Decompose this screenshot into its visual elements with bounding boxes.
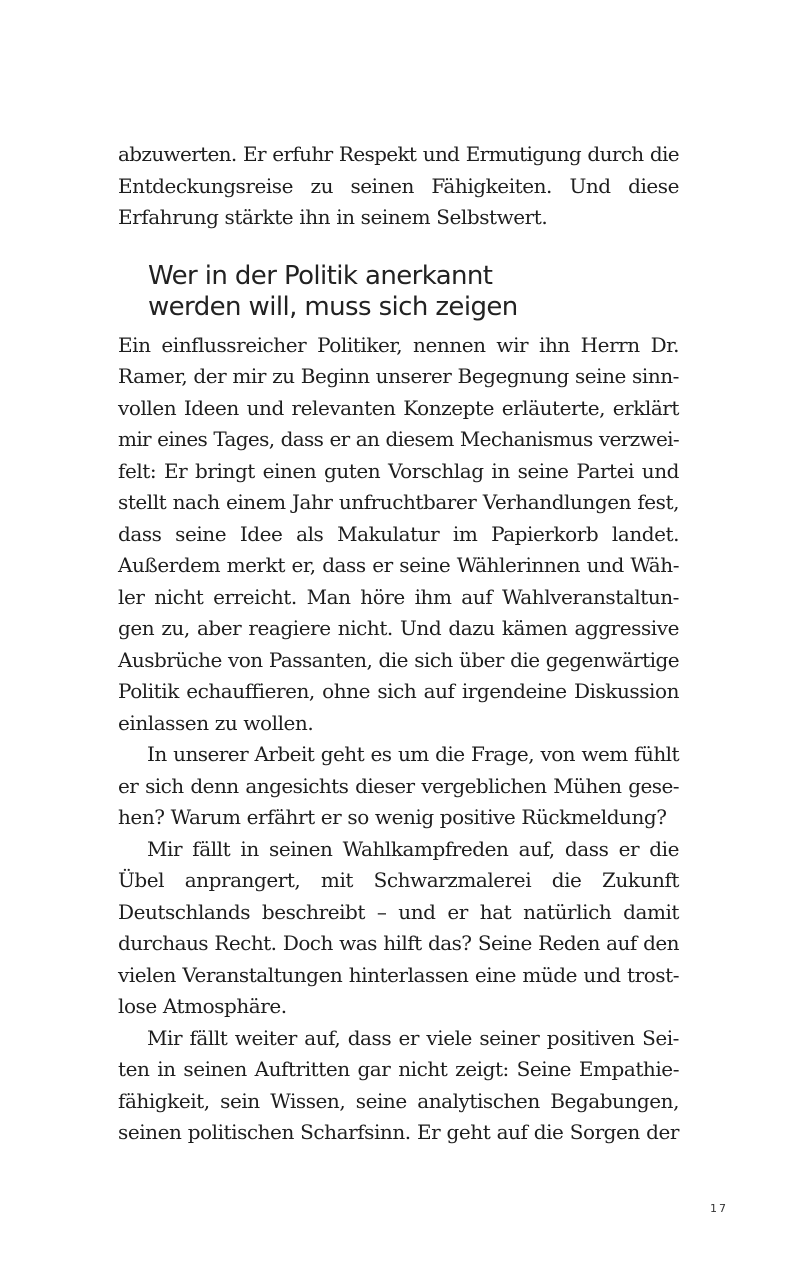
text-line: er sich denn angesichts dieser vergeblichen Mühen gese- [118,773,679,798]
text-line: einlassen zu wollen. [118,710,314,735]
text-line: vielen Veranstaltungen hinterlassen eine müde und trost- [118,962,679,987]
text-line: Übel anprangert, mit Schwarzmalerei die Zukunft [118,868,679,892]
text-line: In unserer Arbeit geht es um die Frage, von wem fühlt [147,742,679,766]
text-line: hen? Warum erfährt er so wenig positive Rückmeldung? [118,805,667,829]
paragraph-3 [118,834,679,1023]
text-line: Politik echauffieren, ohne sich auf irgendeine Diskussion [118,679,679,703]
text-line: ler nicht erreicht. Man höre ihm auf Wahlveranstaltun- [118,584,679,609]
text-line: lose Atmosphäre. [118,994,287,1018]
paragraph-1 [118,330,679,740]
text-line: durchaus Recht. Doch was hilft das? Seine Reden auf den [118,931,679,955]
section-heading-line: Wer in der Politik anerkannt [148,260,493,291]
paragraph-2 [118,739,679,834]
text-line: Deutschlands beschreibt – und er hat natürlich damit [118,899,679,924]
section-heading [148,261,679,323]
page-number: 17 [710,1202,728,1215]
text-line: Erfahrung stärkte ihn in seinem Selbstwert. [118,205,548,229]
text-line: fähigkeit, sein Wissen, seine analytischen Begabungen, [118,1088,679,1113]
text-line: felt: Er bringt einen guten Vorschlag in seine Partei und [118,458,679,483]
text-line: Ein einflussreicher Politiker, nennen wir ihn Herrn Dr. [118,332,679,357]
text-line: dass seine Idee als Makulatur im Papierkorb landet. [118,521,679,546]
text-line: mir eines Tages, dass er an diesem Mechanismus verzwei- [118,427,679,451]
text-line: Ramer, der mir zu Beginn unserer Begegnung seine sinn- [118,364,679,388]
book-page [118,139,679,1149]
section-heading-line: werden will, muss sich zeigen [148,291,518,322]
text-line: Mir fällt in seinen Wahlkampfreden auf, dass er die [147,836,679,861]
text-line: Außerdem merkt er, dass er seine Wählerinnen und Wäh- [118,553,679,577]
text-line: Ausbrüche von Passanten, die sich über die gegenwärtige [118,647,679,672]
text-line: vollen Ideen und relevanten Konzepte erläuterte, erklärt [118,395,679,420]
text-line: stellt nach einem Jahr unfruchtbarer Verhandlungen fest, [118,490,679,514]
text-line: abzuwerten. Er erfuhr Respekt und Ermutigung durch die [118,142,679,166]
text-line: Entdeckungsreise zu seinen Fähigkeiten. Und diese [118,173,679,198]
paragraph-4 [118,1023,679,1149]
intro-paragraph [118,139,679,234]
text-line: Mir fällt weiter auf, dass er viele seiner positiven Sei- [147,1025,679,1050]
text-line: seinen politischen Scharfsinn. Er geht auf die Sorgen der [118,1120,679,1144]
text-line: ten in seinen Auftritten gar nicht zeigt: Seine Empathie- [118,1057,679,1081]
text-line: gen zu, aber reagiere nicht. Und dazu kämen aggressive [118,616,679,640]
